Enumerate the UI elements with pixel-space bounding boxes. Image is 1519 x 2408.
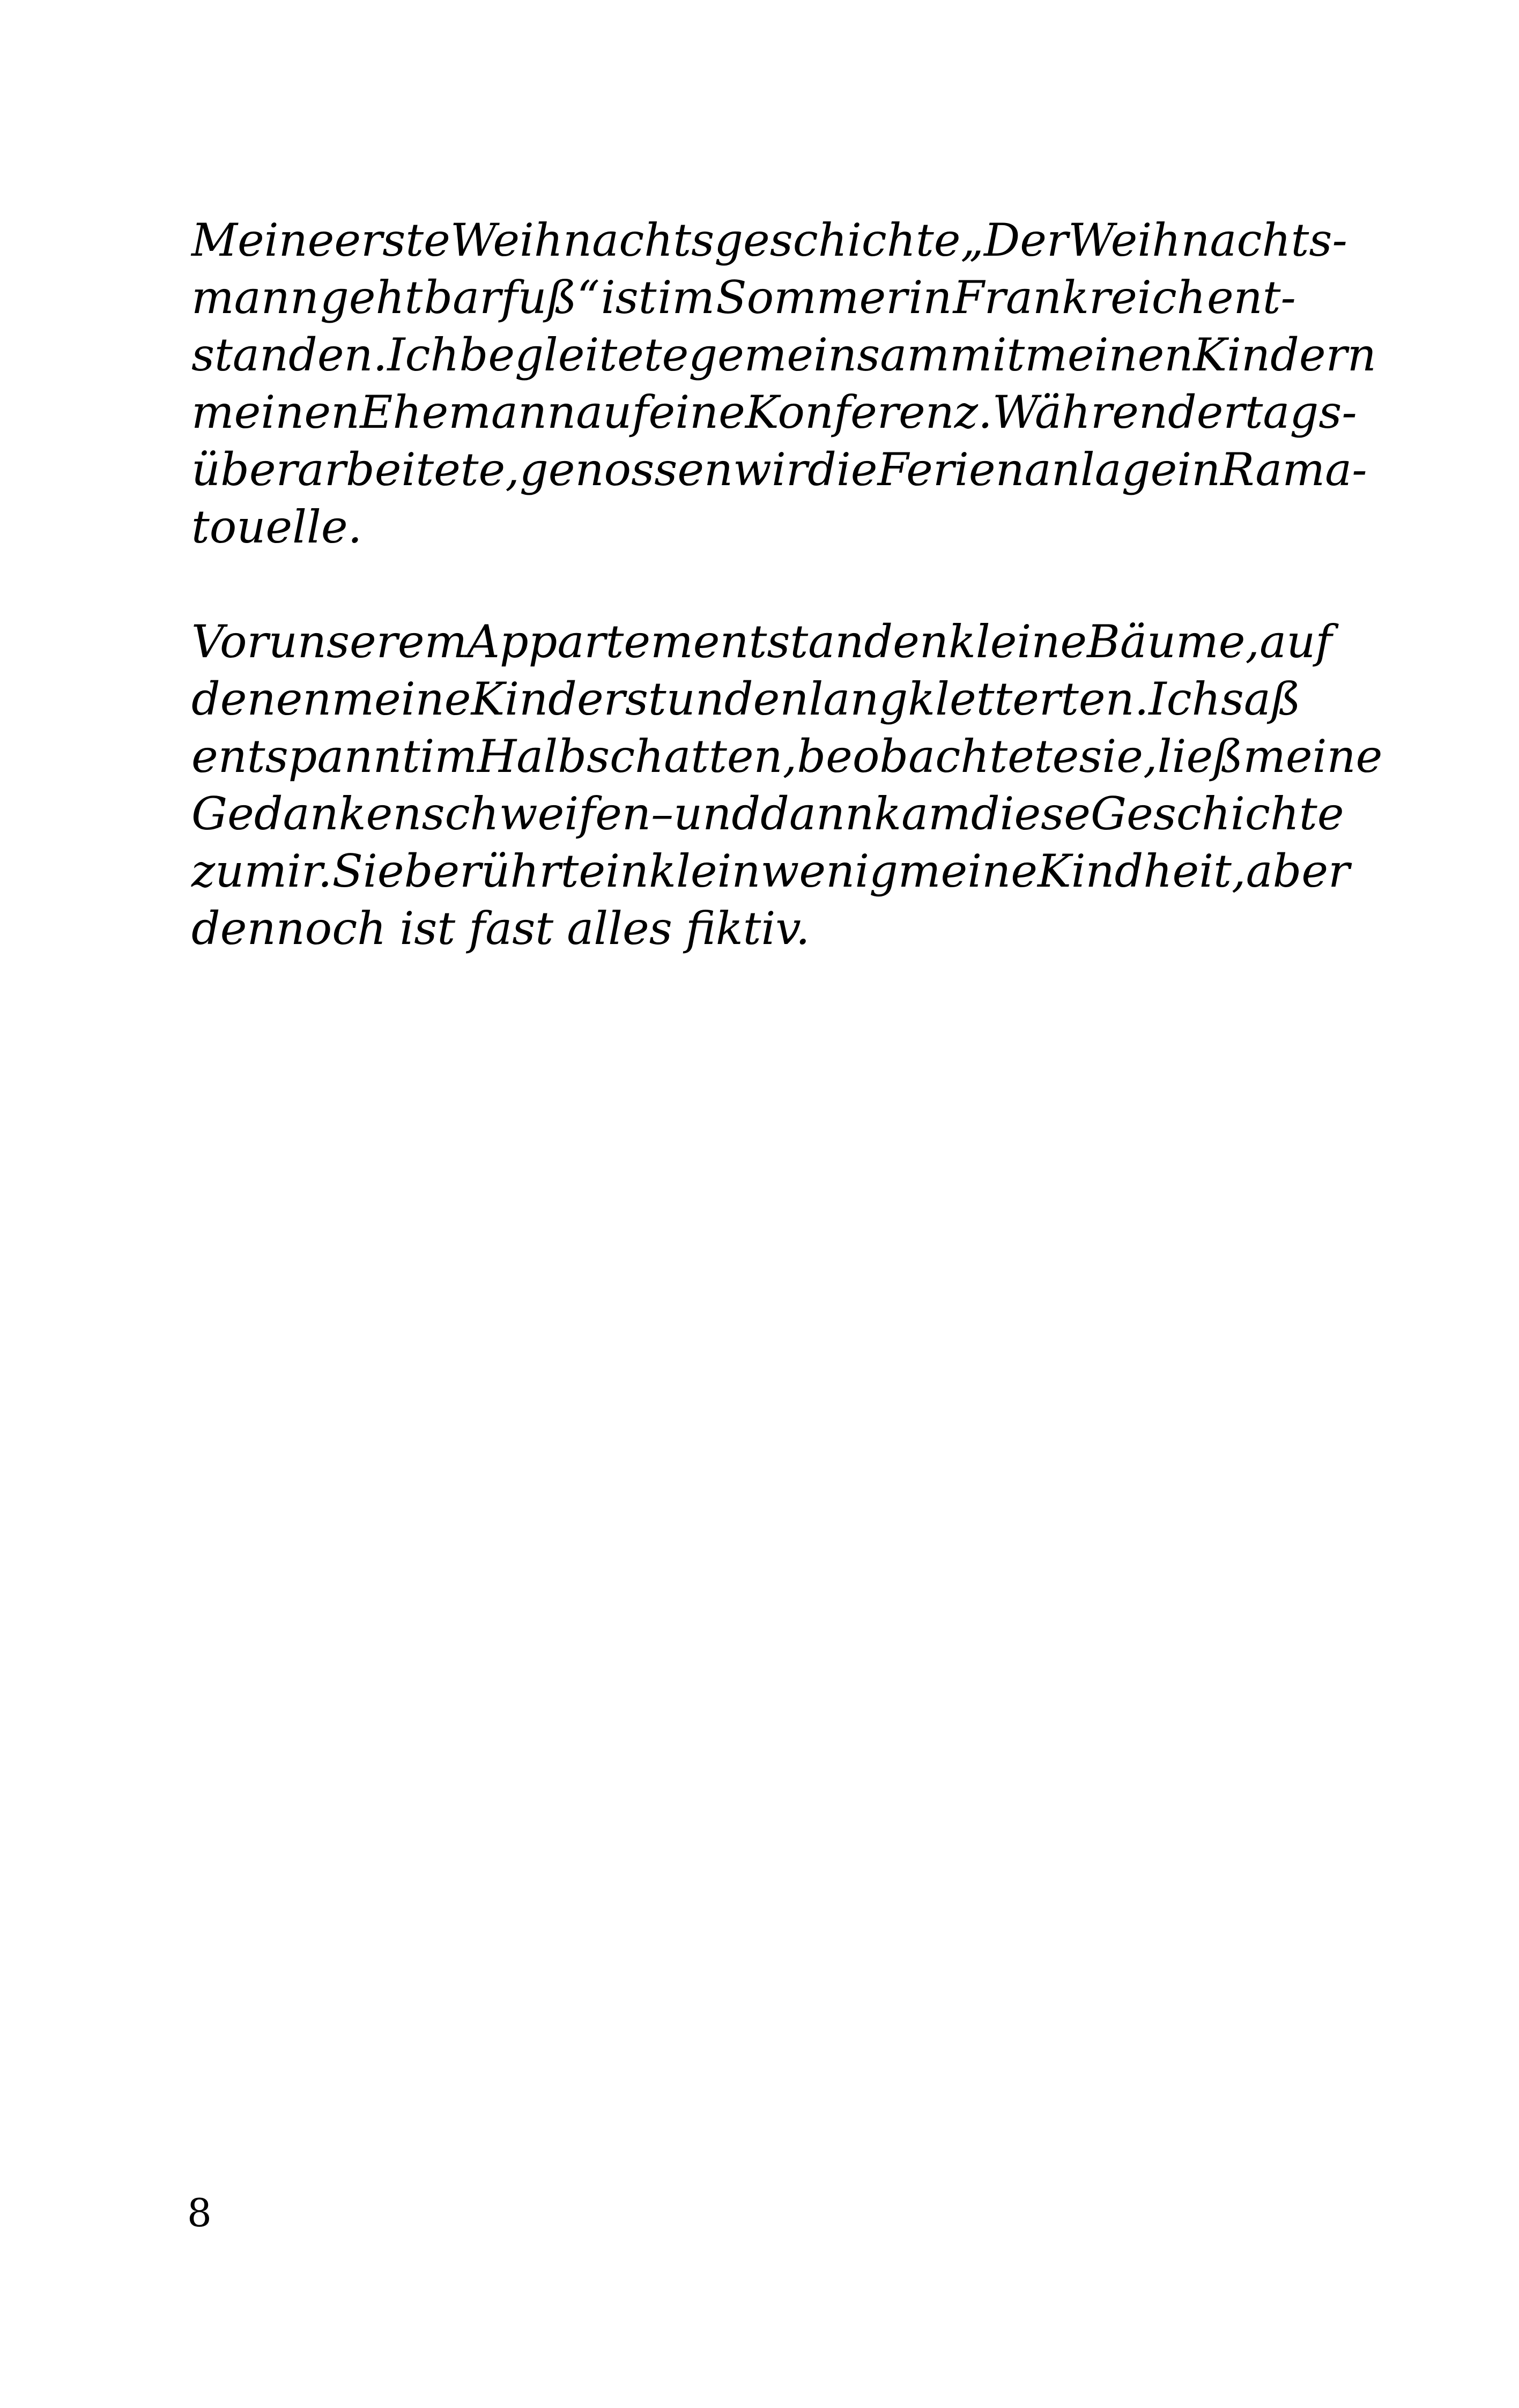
word: ent- bbox=[1206, 271, 1296, 324]
word: im bbox=[657, 271, 715, 324]
word: stundenlang bbox=[625, 673, 908, 725]
word: Ehemann bbox=[360, 386, 576, 439]
text-line bbox=[191, 785, 1344, 843]
word: standen. bbox=[191, 329, 388, 381]
word: gemeinsam bbox=[688, 329, 950, 381]
word: schweifen bbox=[421, 787, 651, 840]
word: berührt bbox=[404, 845, 579, 897]
word: Konferenz. bbox=[745, 386, 992, 439]
word: dennoch bbox=[191, 902, 387, 955]
text-line bbox=[191, 900, 1296, 957]
word: „Der bbox=[960, 214, 1069, 266]
text-line bbox=[191, 671, 1301, 728]
word: wenig bbox=[760, 845, 898, 897]
word: klein bbox=[649, 845, 761, 897]
word: begleitete bbox=[459, 329, 689, 381]
text-line bbox=[191, 326, 1376, 384]
word: geht bbox=[320, 271, 423, 324]
text-line bbox=[191, 269, 1296, 326]
paragraph-spacing bbox=[191, 556, 1296, 613]
word: kletterten. bbox=[908, 673, 1149, 725]
word: saß bbox=[1220, 673, 1301, 725]
word: Ich bbox=[387, 329, 460, 381]
text-line bbox=[191, 843, 1350, 900]
word: meinen bbox=[191, 386, 360, 439]
word: Halbschatten, bbox=[477, 730, 797, 783]
text-line bbox=[191, 613, 1332, 671]
word: und bbox=[673, 787, 761, 840]
word: in bbox=[908, 271, 952, 324]
word: im bbox=[420, 730, 478, 783]
word: Gedanken bbox=[191, 787, 422, 840]
word: Bäume, bbox=[1087, 615, 1260, 668]
text-line bbox=[191, 728, 1383, 785]
word: Appartement bbox=[467, 615, 767, 668]
word: Weihnachtsgeschichte bbox=[450, 214, 961, 266]
word: standen bbox=[767, 615, 949, 668]
word: Ich bbox=[1148, 673, 1221, 725]
word: Vor bbox=[191, 615, 269, 668]
word: über bbox=[191, 443, 298, 496]
text-line bbox=[191, 212, 1347, 269]
paragraph-1 bbox=[191, 212, 1376, 556]
word: fiktiv. bbox=[685, 902, 810, 955]
word: ein bbox=[579, 845, 649, 897]
word: tags- bbox=[1244, 386, 1357, 439]
word: Kinder bbox=[471, 673, 625, 725]
word: Sie bbox=[332, 845, 404, 897]
word: diese bbox=[970, 787, 1091, 840]
word: eine bbox=[648, 386, 745, 439]
word: er bbox=[1196, 386, 1245, 439]
word: mir. bbox=[244, 845, 332, 897]
word: meine bbox=[898, 845, 1038, 897]
word: Während bbox=[992, 386, 1197, 439]
word: kam bbox=[874, 787, 971, 840]
word: meinen bbox=[1025, 329, 1194, 381]
word: Geschichte bbox=[1090, 787, 1344, 840]
word: Sommer bbox=[716, 271, 908, 324]
word: fast bbox=[469, 902, 554, 955]
word: zu bbox=[191, 845, 244, 897]
word: Rama- bbox=[1220, 443, 1367, 496]
word: ließ bbox=[1157, 730, 1243, 783]
word: entspannt bbox=[191, 730, 420, 783]
word: in bbox=[1177, 443, 1221, 496]
word: Weihnachts- bbox=[1068, 214, 1347, 266]
word: ist bbox=[399, 902, 456, 955]
word: wir bbox=[733, 443, 808, 496]
word: mit bbox=[949, 329, 1025, 381]
word: Kindern bbox=[1193, 329, 1376, 381]
word: Frankreich bbox=[953, 271, 1206, 324]
page-number: 8 bbox=[187, 2190, 212, 2235]
word: Meine bbox=[191, 214, 335, 266]
word: unserem bbox=[268, 615, 468, 668]
word: genossen bbox=[519, 443, 733, 496]
word: mann bbox=[191, 271, 319, 324]
word: aber bbox=[1246, 845, 1350, 897]
word: arbeitete, bbox=[297, 443, 520, 496]
word: ist bbox=[601, 271, 657, 324]
word: erste bbox=[334, 214, 450, 266]
word: Kindheit, bbox=[1037, 845, 1246, 897]
text-line bbox=[191, 384, 1357, 441]
word: meine bbox=[331, 673, 471, 725]
word: barfuß“ bbox=[424, 271, 600, 324]
word: Ferienanlage bbox=[877, 443, 1177, 496]
word: denen bbox=[191, 673, 332, 725]
word: alles bbox=[567, 902, 672, 955]
word: – bbox=[651, 787, 674, 840]
word: dann bbox=[760, 787, 875, 840]
word: kleine bbox=[948, 615, 1087, 668]
word: beobachtete bbox=[797, 730, 1079, 783]
word: meine bbox=[1243, 730, 1383, 783]
word: sie, bbox=[1079, 730, 1158, 783]
word: auf bbox=[576, 386, 649, 439]
paragraph-2 bbox=[191, 613, 1383, 957]
text-line bbox=[191, 499, 1296, 556]
word: touelle. bbox=[191, 501, 362, 553]
word: die bbox=[807, 443, 878, 496]
word: auf bbox=[1259, 615, 1332, 668]
text-line bbox=[191, 441, 1367, 499]
body-text bbox=[191, 212, 1383, 957]
